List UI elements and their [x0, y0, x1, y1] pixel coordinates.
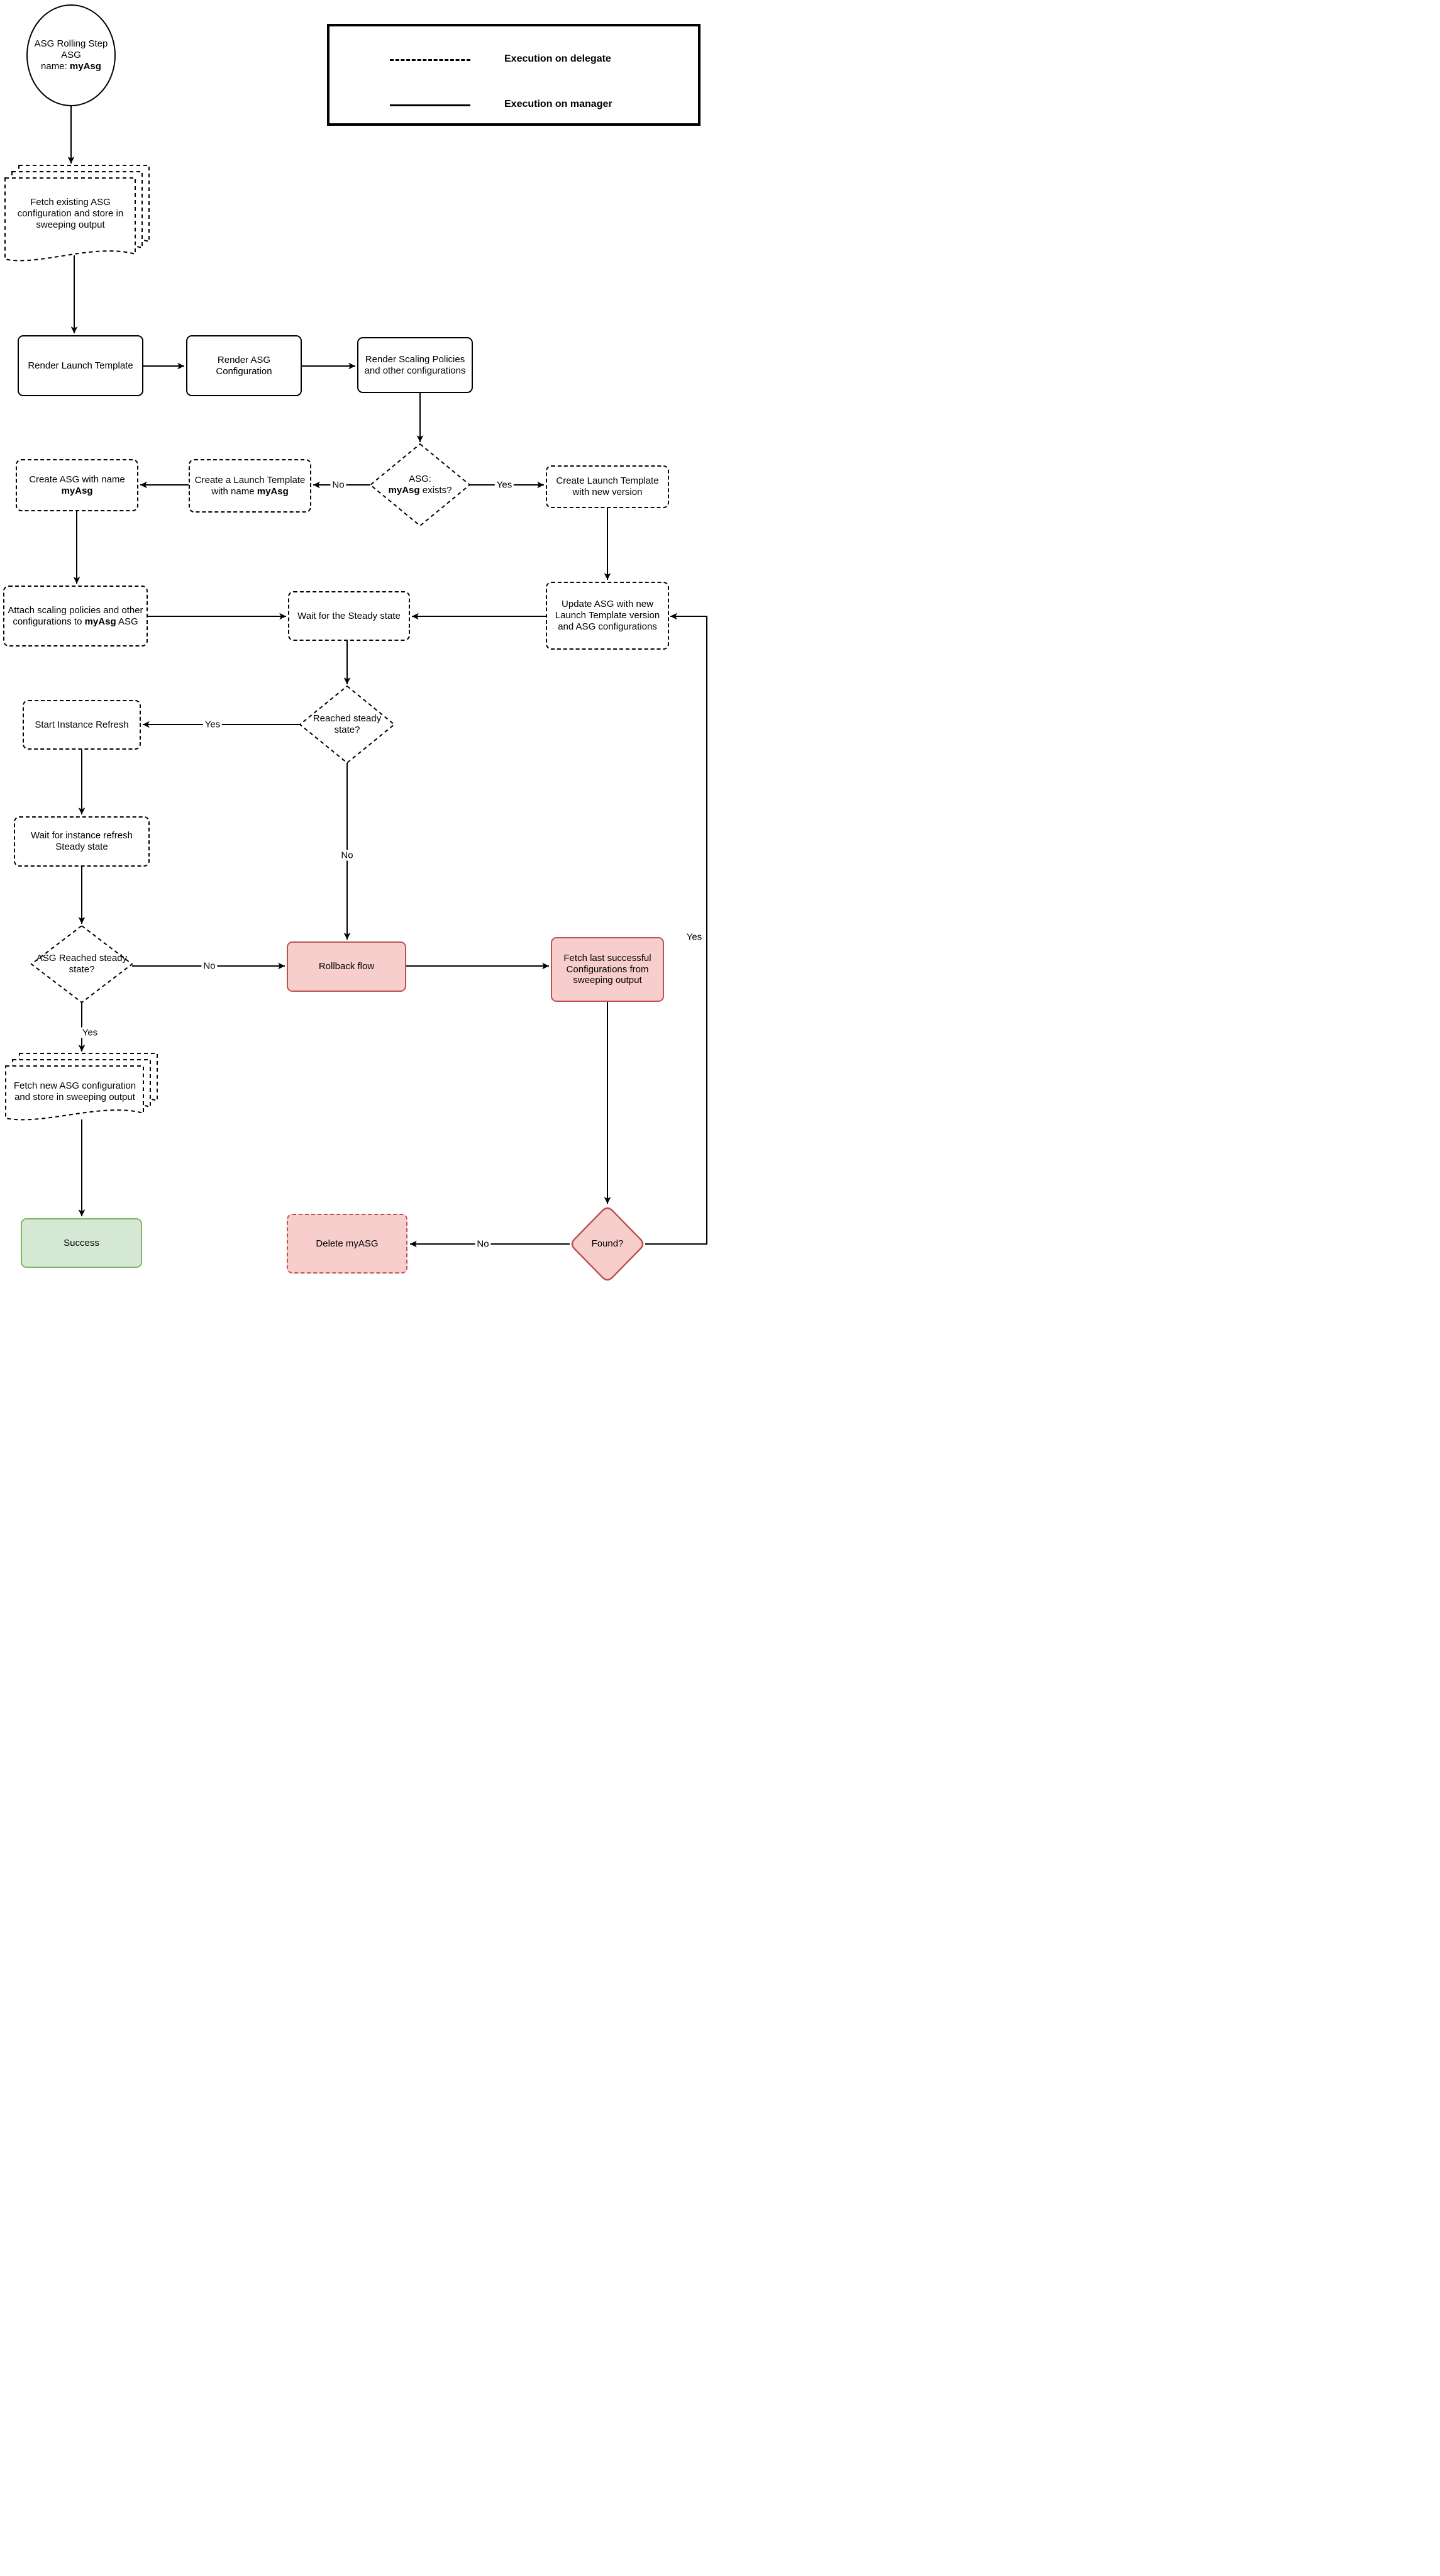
start-name-prefix: name:	[41, 60, 70, 72]
start-node	[27, 18, 115, 93]
fetch-existing-node	[8, 185, 133, 243]
render-launch-template-node	[18, 335, 143, 396]
asg-exists-line1: ASG:	[409, 474, 431, 485]
create-launch-new-version-label: Create Launch Template with new version	[556, 475, 659, 497]
reached-steady-node	[303, 701, 391, 748]
start-instance-refresh-node	[23, 700, 141, 750]
asg-reached-label: ASG Reached steady state?	[36, 953, 128, 975]
delete-myasg-node	[287, 1214, 407, 1274]
create-asg-name: myAsg	[61, 485, 93, 496]
asg-exists-name: myAsg	[388, 485, 420, 496]
asg-exists-suffix: exists?	[419, 485, 452, 496]
success-label: Success	[64, 1237, 99, 1248]
legend-dashed-line-sample	[390, 59, 470, 61]
start-line1: ASG Rolling Step	[34, 38, 108, 50]
edge-found-yes-rail	[645, 616, 707, 1244]
create-asg-prefix: Create ASG with name	[29, 474, 125, 485]
edge-label-asg-reached-yes: Yes	[80, 1028, 99, 1038]
fetch-last-configurations-node	[551, 937, 664, 1002]
create-launch-template-name: myAsg	[257, 486, 289, 497]
edge-label-exists-yes: Yes	[495, 480, 514, 491]
attach-scaling-policies-node	[3, 586, 148, 647]
edge-label-exists-no: No	[330, 480, 346, 491]
found-label: Found?	[591, 1238, 624, 1250]
fetch-new-node	[9, 1069, 141, 1114]
legend-manager-label: Execution on manager	[504, 99, 612, 109]
render-scaling-policies-node	[357, 337, 473, 393]
edge-label-reached-no: No	[339, 850, 355, 861]
edge-label-found-no: No	[475, 1239, 490, 1250]
rollback-flow-label: Rollback flow	[318, 961, 375, 972]
start-instance-refresh-label: Start Instance Refresh	[35, 719, 129, 730]
wait-steady-state-label: Wait for the Steady state	[297, 610, 401, 621]
wait-instance-refresh-node	[14, 816, 150, 867]
create-launch-template-node	[189, 459, 311, 513]
asg-reached-node	[33, 941, 131, 987]
start-line3	[41, 61, 101, 72]
legend-delegate-label: Execution on delegate	[504, 53, 611, 64]
fetch-new-label: Fetch new ASG configuration and store in sweeping output	[13, 1080, 136, 1102]
create-asg-node	[16, 459, 138, 511]
reached-steady-label: Reached steady state?	[313, 713, 382, 735]
attach-asg-name: myAsg	[84, 616, 116, 627]
success-node	[21, 1218, 142, 1268]
legend-box	[327, 24, 701, 126]
create-launch-template-label	[192, 475, 308, 497]
start-asg-name: myAsg	[69, 60, 101, 72]
legend-solid-line-sample	[390, 104, 470, 106]
render-asg-configuration-node	[186, 335, 302, 396]
fetch-last-configurations-label: Fetch last successful Configurations from sweeping output	[563, 952, 651, 986]
edge-label-found-yes: Yes	[685, 932, 704, 943]
render-launch-template-label: Render Launch Template	[28, 360, 133, 371]
start-line2: ASG	[61, 50, 81, 61]
edge-label-asg-reached-no: No	[201, 961, 217, 972]
fetch-existing-label: Fetch existing ASG configuration and store in sweeping output	[17, 197, 124, 230]
update-asg-node	[546, 582, 669, 650]
create-launch-template-prefix: Create a Launch Template with name	[194, 474, 306, 497]
edge-label-reached-yes: Yes	[203, 719, 222, 730]
rollback-flow-node	[287, 941, 406, 992]
render-scaling-policies-label: Render Scaling Policies and other configurations	[364, 353, 466, 376]
create-launch-new-version-node	[546, 465, 669, 508]
create-asg-label	[19, 474, 135, 496]
found-node	[576, 1221, 639, 1267]
flowchart-canvas	[0, 0, 720, 1288]
delete-myasg-label: Delete myASG	[316, 1238, 379, 1249]
wait-steady-state-node	[288, 591, 410, 641]
wait-instance-refresh-label: Wait for instance refresh Steady state	[30, 830, 133, 852]
asg-exists-node	[375, 462, 465, 508]
attach-scaling-policies-label	[6, 605, 145, 627]
asg-exists-line2	[389, 485, 452, 496]
render-asg-configuration-label: Render ASG Configuration	[216, 354, 272, 377]
attach-suffix: ASG	[116, 616, 138, 627]
update-asg-label: Update ASG with new Launch Template version and ASG configurations	[555, 599, 660, 632]
attach-prefix: Attach scaling policies and other configurations to	[8, 604, 143, 627]
